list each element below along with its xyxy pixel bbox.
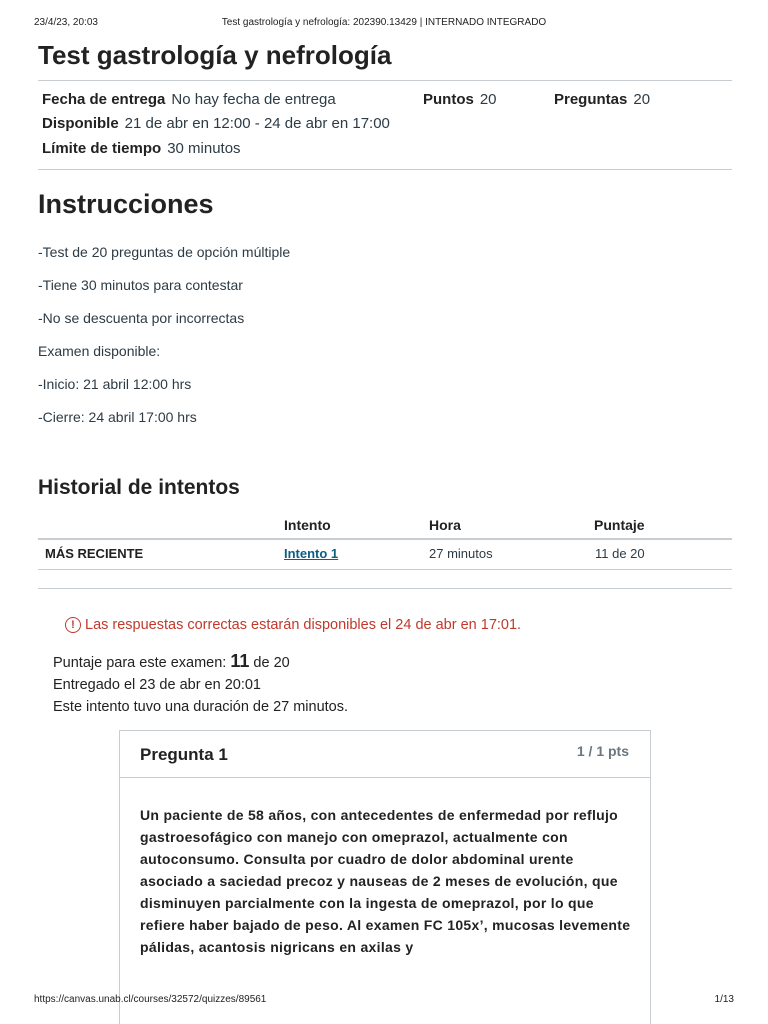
- score-summary: [53, 651, 290, 672]
- attempt-score: 11 de 20: [595, 546, 645, 561]
- exclamation-circle-icon: !: [65, 617, 81, 633]
- instruction-line: -Cierre: 24 abril 17:00 hrs: [38, 409, 197, 425]
- notice-text: Las respuestas correctas estarán disponibles el 24 de abr en 17:01.: [85, 617, 522, 633]
- column-header-score: Puntaje: [594, 517, 645, 533]
- score-label: Puntaje para este examen:: [53, 655, 227, 671]
- divider: [38, 169, 732, 170]
- history-heading: Historial de intentos: [38, 476, 240, 499]
- history-row-label: MÁS RECIENTE: [45, 546, 144, 561]
- meta-time-limit: [42, 140, 241, 157]
- due-value: No hay fecha de entrega: [171, 91, 336, 108]
- print-page-number: 1/13: [714, 994, 734, 1005]
- points-value: 20: [479, 91, 497, 108]
- attempt-link[interactable]: Intento 1: [284, 546, 339, 561]
- meta-available: [42, 115, 390, 132]
- answers-notice: [65, 617, 521, 633]
- column-header-time: Hora: [429, 517, 461, 533]
- table-header-divider: [38, 538, 732, 540]
- print-header: [34, 17, 734, 31]
- instruction-line: -No se descuenta por incorrectas: [38, 310, 245, 326]
- question-header: [120, 731, 650, 778]
- print-datetime: 23/4/23, 20:03: [34, 17, 98, 28]
- time-limit-label: Límite de tiempo: [42, 140, 162, 157]
- page-title: Test gastrología y nefrología: [38, 40, 392, 70]
- instructions-heading: Instrucciones: [38, 189, 214, 219]
- instruction-line: Examen disponible:: [38, 343, 161, 359]
- question-text: Un paciente de 58 años, con antecedentes de enfermedad por reflujo gastroesofágico con manejo con omeprazol, actualmente con autoconsumo. Consulta por cuadro de dolor abdominal urente asociado a saciedad precoz y nauseas de 2 meses de evolución, que disminuyen parcialmente con la ingesta de omeprazol, por lo que refiere haber bajado de peso. Al examen FC 105x’, mucosas levemente pálidas, acantosis nigricans en axilas y: [140, 807, 631, 955]
- points-label: Puntos: [423, 91, 474, 108]
- questions-value: 20: [633, 91, 651, 108]
- duration-info: Este intento tuvo una duración de 27 minutos.: [53, 699, 349, 715]
- meta-questions: [554, 91, 650, 108]
- question-points: 1 / 1 pts: [576, 743, 629, 759]
- column-header-attempt: Intento: [284, 517, 331, 533]
- print-doc-title: Test gastrología y nefrología: 202390.13429 | INTERNADO INTEGRADO: [221, 17, 547, 28]
- meta-points: [423, 91, 497, 108]
- available-value: 21 de abr en 12:00 - 24 de abr en 17:00: [124, 115, 390, 132]
- instruction-line: -Test de 20 preguntas de opción múltiple: [38, 244, 291, 260]
- divider: [38, 588, 732, 589]
- meta-due: [42, 91, 336, 108]
- due-label: Fecha de entrega: [42, 91, 166, 108]
- score-total: de 20: [253, 655, 290, 671]
- divider: [38, 80, 732, 81]
- available-label: Disponible: [42, 115, 119, 132]
- print-url: https://canvas.unab.cl/courses/32572/quizzes/89561: [34, 994, 267, 1005]
- instruction-line: -Tiene 30 minutos para contestar: [38, 277, 243, 293]
- attempt-time: 27 minutos: [429, 546, 493, 561]
- questions-label: Preguntas: [554, 91, 628, 108]
- question-title: Pregunta 1: [140, 745, 228, 764]
- table-row-divider: [38, 569, 732, 570]
- print-footer: [34, 994, 734, 1008]
- question-card: [119, 730, 651, 1024]
- time-limit-value: 30 minutos: [167, 140, 241, 157]
- score-value: 11: [230, 651, 250, 671]
- instruction-line: -Inicio: 21 abril 12:00 hrs: [38, 376, 192, 392]
- submitted-info: Entregado el 23 de abr en 20:01: [53, 677, 261, 693]
